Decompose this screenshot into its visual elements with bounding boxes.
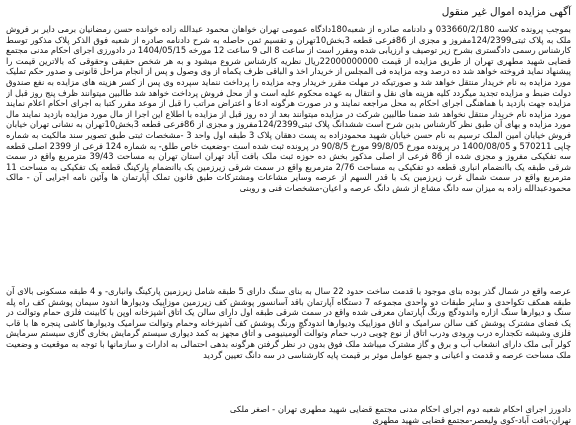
notice-paragraph-2: عرصه واقع در شمال گذر بوده بنای موجود با قدمت ساخت حدود 22 سال به بنای سنگ دارای 5 طبقه شامل زیرزمین پارکینگ وانباری- و 4 طبقه مسکونی بالای آن طبقه همکف تکواحدی و سایر طبقات دو واحدی مجموعه 7 دستگاه آپارتمان باقد آسانسور پوشش کف زیرزمین موزاییک ودیوارها اندود سیمان پوشش کف راه پله سنگ و دیوارها سنگ ازاره واندودگچ ورنگ آپارتمان معرفی شده واقع در سمت شرقی طبقه اول دارای سالن یک اتاق آشپزخانه اوپن با کابینت فلزی حمام وتوالت در یک فضای مشترک پوشش کف سالن سرامیک و اتاق موزاییک ودیوارها اندودگچ ورنگ پوشش کف آشپزخانه وحمام وتوالت سرامیک ودیوارها کاشی پنجره ها با قاب فلزی وشیشه تکجداره درب ورودی ودرب اتاق از نوع چوبی درب حمام وتوالت آلومینیومی و اتاق مجهز به کمد دیواری سیستم گرمایش بخاری گازی سیستم سرمایش کولر آبی ملک دارای انشعاب آب و برق و گاز مشترک میباشد ملک فوق بدون در نظر گرفتن هرگونه بدهی احتمالی به ادارات و سازمانها با توجه به موقعیت و وضعیت ملک مساحت عرصه و قدمت و اعیانی و جمیع عوامل موثر بر قیمت پایه کارشناسی در سه دانگ تعیین گردید [6,286,571,360]
signature-line-1: دادورز اجرای احکام شعبه دوم اجرای احکام مدنی مجتمع قضایی شهید مطهری تهران - اصغر ملکی [229,404,571,414]
notice-paragraph-1: بموجب پرونده کلاسه 033660/2/180 و دادنامه صادره از شعبه180دادگاه عمومی تهران خواهان محمود عبدالله زاده خوانده حسن رمضانیان برمی دایر بر فروش ملک به پلاک ثبتی124/2399مفروز و مجزی از 86فرعی قطعه 3بخش10تهران و تقسیم ثمن حاصله به شرح دادنامه صادره از شعبه فوق الذکر پلاک مذکور توسط کارشناس رسمی دادگستری بشرح زیر توصیف و ارزیابی شده ومقرر است از ساعت 8 الی 9 ساعت 12 مورخه 1404/05/15 در دادورزی اجرای احکام مدنی مجتمع قضایی شهید مطهری تهران از طریق مزایده از قیمت 22000000000ریال نظریه کارشناس شروع میشود و به هر شخص حقیقی وحقوقی که بالاترین قیمت را پیشنهاد نماید فروخته خواهد شد ده درصد وجه مزایده فی المجلس از خریدار اخذ و الباقی ظرف یکماه از وی وصول و پس از انجام مراحل قانونی و صدور حکم تملیک مورد مزایده به نام خریدار منتقل خواهد شد و صورتیکه در مهلت مقرر خریدار وجه مزایده را پرداخت ننماید سپرده وی پس از کسر هزینه های مزایده به نفع صندوق دولت ضبط و مزایده تجدید میگردد کلیه هزینه های نقل و انتقال به عهده محکوم علیه است و از محل فروش پرداخت خواهد شد طالبین میتوانند ظرف پنج روز قبل از مزایده جهت بازدید با هماهنگی اجرای احکام به محل مراجعه نمایند و در صورت هرگونه ادعا و اعتراض مراتب را قبل از موعد مقرر کتبا به اجرای احکام اعلام نمایند مورد مزایده نام خریدار منتقل نخواهد شد ضمنا طالبین شرکت در مزایده میتوانند بعد از ده روز قبل از مزایده با اطلاع این اجرا از مال مورد مزایده بازدید نمایند مال مورد مزایده و بهای آن طبق نظر کارشناس بدین شرح است ششدانگ پلاک ثبتی124/2399مفروز و مجزی از 86فرعی قطعه 3بخش10تهران به نشانی تهران خیابان فروش خیابان امین الملک ترسیم به نام حسن خیابان شهید محمودزاده به پست دهقان پلاک 3 طبقه اول واحد 3 -مشخصات ثبتی طبق تصویر سند مالکیت به شماره چاپی 570211 و 1400/08/05 در پرونده مورخ 99/8/05 مورخ 90/8/5 در پرونده ثبت شده است -وضعیت خاص طلق- به شماره 124 فرعی از 2399 اصلی قطعه سه تفکیکی مفروز و مجزی شده از 86 فرعی از اصلی مذکور بخش ده حوزه ثبت ملک بافت آباد تهران استان تهران به مساحت 39/43 مترمربع واقع در سمت شرقی طبقه یک باانضمام انباری قطعه دو تفکیکی به مساحت 2/76 مترمربع واقع در سمت شرقی زیرزمین یک باانضمام پارکینگ قطعه یک تفکیکی به مساحت 11 مترمربع واقع در سمت شمال غرب زیرزمین یک با قدر السهم از عرصه وسایر مشاعات ومشترکات طبق قانون تملک آپارتمان ها وآئین نامه اجرایی آن - مالک محمودعبدالله زاده به میزان سه دانگ مشاع از شش دانگ عرصه و اعیان-مشخصات فنی و روبنی [6,24,571,193]
notice-title: آگهی مزایده اموال غیر منقول [441,6,571,18]
signature-line-2: تهران-بافت آباد-کوی ولیعصر-مجتمع قضایی شهید مطهری [372,414,571,425]
